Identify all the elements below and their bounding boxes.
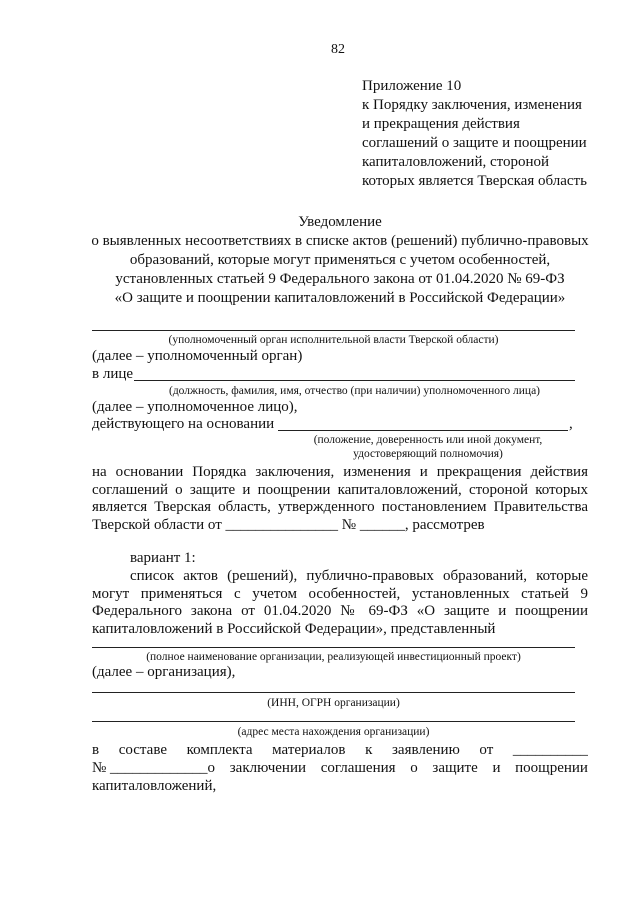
justified-line: [92, 586, 588, 604]
inn-caption: (ИНН, ОГРН организации): [267, 697, 400, 709]
justified-line: [92, 603, 588, 621]
org-fill-line: [92, 647, 575, 648]
appendix-block: [362, 77, 587, 191]
authority-fill-line: [92, 330, 575, 331]
justified-line: [92, 499, 588, 517]
word: __________: [512, 742, 588, 758]
word: комплекта: [186, 742, 253, 758]
text-line: является Тверская область, утвержденного постановлением Правительства: [92, 499, 588, 515]
justified-line: [92, 482, 588, 500]
address-caption: (адрес места нахождения организации): [237, 726, 430, 738]
appendix-line: к Порядку заключения, изменения: [362, 97, 582, 113]
title-line: о выявленных несоответствиях в списке актов (решений) публично-правовых: [91, 233, 589, 249]
org-hereafter: (далее – организация),: [92, 664, 236, 680]
word: составе: [118, 742, 167, 758]
title-line: установленных статьей 9 Федерального закона от 01.04.2020 № 69-ФЗ: [115, 271, 565, 287]
in-person-label: в лице: [92, 366, 134, 382]
authority-caption: (уполномоченный орган исполнительной власти Тверской области): [168, 334, 499, 346]
title-block: [60, 213, 620, 308]
word: заключении: [229, 760, 307, 776]
inn-fill-line: [92, 692, 575, 693]
word: соглашения: [320, 760, 396, 776]
org-caption: (полное наименование организации, реализующей инвестиционный проект): [146, 651, 521, 663]
word: к: [365, 742, 373, 758]
justified-line: [92, 742, 588, 759]
word: материалов: [272, 742, 346, 758]
text-line: капиталовложений,: [92, 778, 217, 794]
word: от: [479, 742, 494, 758]
word: поощрении: [515, 760, 588, 776]
basis-caption: (положение, доверенность или иной документ,: [313, 434, 543, 446]
text-line: капиталовложений в Российской Федерации», представленный: [92, 620, 496, 637]
text-line: могут применяться с учетом особенностей, установленных статьей 9: [92, 585, 588, 602]
person-caption: (должность, фамилия, имя, отчество (при наличии) уполномоченного лица): [168, 385, 541, 397]
text-line: Тверской области от _______________ № ______, рассмотрев: [92, 516, 485, 533]
appendix-line: которых является Тверская область: [362, 173, 587, 189]
address-fill-line: [92, 721, 575, 722]
text-line: на основании Порядка заключения, изменения и прекращения действия: [92, 464, 588, 480]
text-line: соглашений о защите и поощрении капиталовложений, стороной которых: [92, 481, 588, 498]
appendix-line: Приложение 10: [362, 78, 462, 94]
person-hereafter: (далее – уполномоченное лицо),: [92, 399, 298, 415]
word: № _____________о: [92, 760, 216, 776]
paragraph-list: [92, 568, 588, 638]
justified-line: [92, 464, 588, 482]
acting-basis-label: действующего на основании: [92, 416, 275, 432]
page-number: 82: [331, 42, 345, 57]
appendix-line: и прекращения действия: [362, 116, 520, 132]
word: и: [492, 760, 501, 776]
paragraph-basis: [92, 464, 588, 534]
basis-comma: ,: [569, 416, 573, 432]
basis-fill-line: [278, 430, 568, 431]
title-heading: Уведомление: [298, 214, 382, 230]
word: защите: [432, 760, 478, 776]
word: о: [410, 760, 418, 776]
title-line: образований, которые могут применяться с учетом особенностей,: [129, 252, 551, 268]
variant-label: вариант 1:: [130, 550, 196, 566]
person-fill-line: [134, 380, 575, 381]
text-line: Федерального закона от 01.04.2020 № 69-ФЗ «О защите и поощрении: [92, 603, 588, 619]
justified-line: [92, 568, 588, 586]
word: в: [92, 742, 100, 758]
title-line: «О защите и поощрении капиталовложений в Российской Федерации»: [114, 290, 566, 306]
text-line: список актов (решений), публично-правовых образований, которые: [130, 568, 588, 584]
appendix-line: капиталовложений, стороной: [362, 154, 550, 170]
authority-hereafter: (далее – уполномоченный орган): [92, 348, 303, 364]
basis-caption: удостоверяющий полномочия): [353, 448, 503, 460]
word: заявлению: [392, 742, 460, 758]
appendix-line: соглашений о защите и поощрении: [362, 135, 587, 151]
justified-line: [92, 760, 588, 777]
